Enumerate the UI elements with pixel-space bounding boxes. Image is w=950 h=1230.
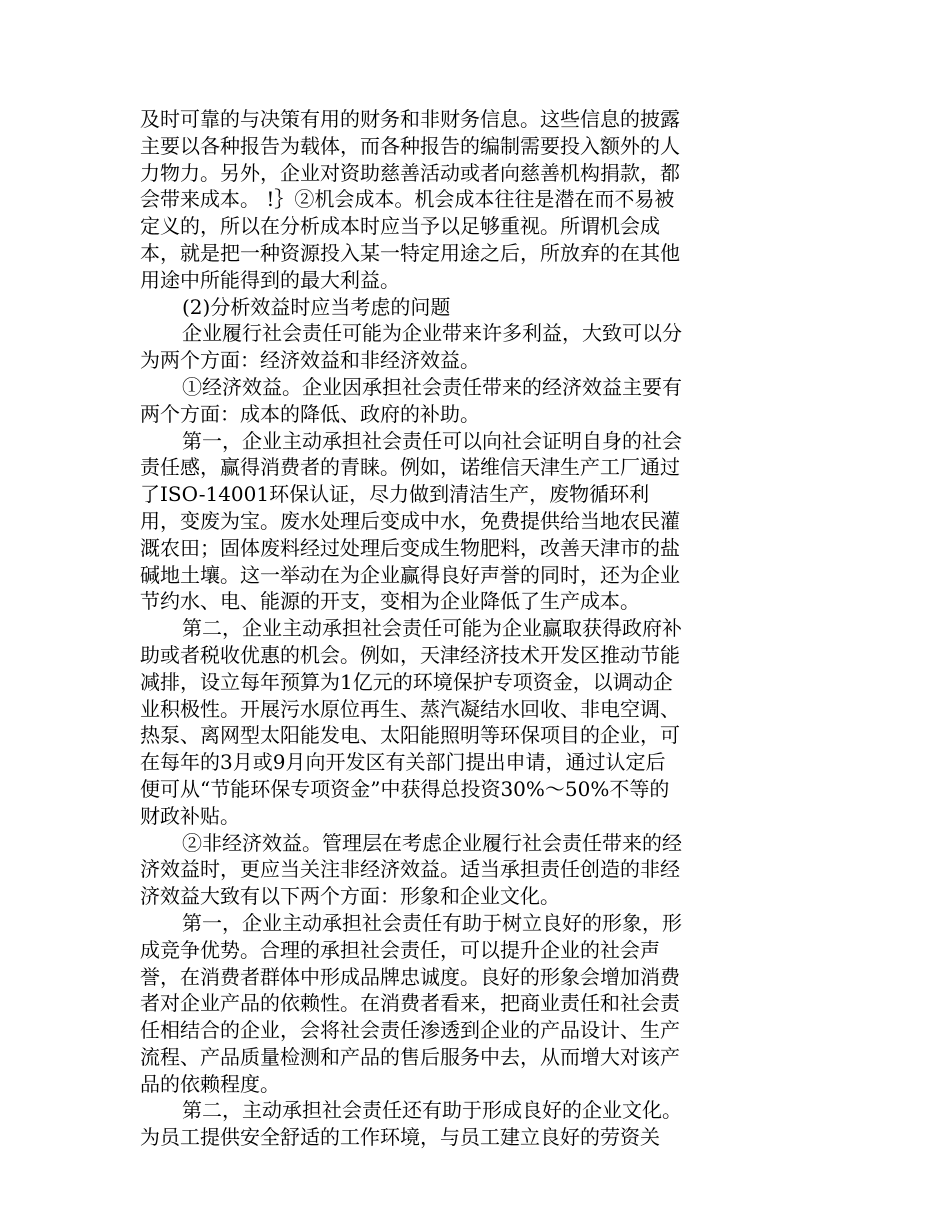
text-line: ②非经济效益。管理层在考虑企业履行社会责任带来的经 — [182, 830, 682, 855]
text-line: 力物力。另外，企业对资助慈善活动或者向慈善机构捐款，都 — [140, 160, 680, 185]
text-line: 本，就是把一种资源投入某一特定用途之后，所放弃的在其他 — [140, 240, 680, 265]
text-line: 第一，企业主动承担社会责任可以向社会证明自身的社会 — [182, 428, 682, 453]
text-line: 誉，在消费者群体中形成品牌忠诚度。良好的形象会增加消费 — [140, 964, 680, 989]
document-body — [140, 106, 730, 1151]
text-line: 济效益大致有以下两个方面：形象和企业文化。 — [140, 884, 560, 909]
text-line: 及时可靠的与决策有用的财务和非财务信息。这些信息的披露 — [140, 107, 680, 131]
text-line: 减排，设立每年预算为1亿元的环境保护专项资金，以调动企 — [140, 669, 673, 694]
document-page — [140, 106, 730, 1151]
text-line: 第二，企业主动承担社会责任可能为企业赢取获得政府补 — [182, 616, 682, 641]
text-line: 便可从“节能环保专项资金”中获得总投资30%～50%不等的 — [140, 776, 670, 801]
text-line: (2)分析效益时应当考虑的问题 — [182, 294, 451, 319]
text-line: 定义的，所以在分析成本时应当予以足够重视。所谓机会成 — [140, 214, 660, 239]
text-line: 第二，主动承担社会责任还有助于形成良好的企业文化。 — [182, 1098, 682, 1123]
text-line: 财政补贴。 — [140, 803, 240, 828]
text-line: 为两个方面：经济效益和非经济效益。 — [140, 348, 480, 373]
text-line: 了ISO-14001环保认证，尽力做到清洁生产，废物循环利 — [140, 482, 650, 507]
text-line: 会带来成本。 !｝②机会成本。机会成本往往是潜在而不易被 — [140, 187, 675, 212]
text-line: 节约水、电、能源的开支，变相为企业降低了生产成本。 — [140, 589, 640, 614]
text-line: 两个方面：成本的降低、政府的补助。 — [140, 401, 480, 426]
text-line: 企业履行社会责任可能为企业带来许多利益，大致可以分 — [182, 321, 682, 346]
text-line: 主要以各种报告为载体，而各种报告的编制需要投入额外的人 — [140, 133, 680, 158]
text-line: 第一，企业主动承担社会责任有助于树立良好的形象，形 — [182, 910, 682, 935]
text-line: 业积极性。开展污水原位再生、蒸汽凝结水回收、非电空调、 — [140, 696, 680, 721]
text-line: 助或者税收优惠的机会。例如，天津经济技术开发区推动节能 — [140, 642, 680, 667]
text-line: 热泵、离网型太阳能发电、太阳能照明等环保项目的企业，可 — [140, 723, 680, 748]
text-line: 为员工提供安全舒适的工作环境，与员工建立良好的劳资关 — [140, 1125, 660, 1150]
text-line: 溉农田；固体废料经过处理后变成生物肥料，改善天津市的盐 — [140, 535, 680, 560]
text-line: 流程、产品质量检测和产品的售后服务中去，从而增大对该产 — [140, 1044, 680, 1069]
text-line: 济效益时，更应当关注非经济效益。适当承担责任创造的非经 — [140, 857, 680, 882]
text-line: 成竞争优势。合理的承担社会责任，可以提升企业的社会声 — [140, 937, 660, 962]
text-line: 责任感，赢得消费者的青睐。例如，诺维信天津生产工厂通过 — [140, 455, 680, 480]
text-line: 在每年的3月或9月向开发区有关部门提出申请，通过认定后 — [140, 750, 666, 775]
text-line: 品的依赖程度。 — [140, 1071, 280, 1096]
text-line: 者对企业产品的依赖性。在消费者看来，把商业责任和社会责 — [140, 991, 680, 1016]
text-line: 任相结合的企业，会将社会责任渗透到企业的产品设计、生产 — [140, 1018, 680, 1043]
text-line: 碱地土壤。这一举动在为企业赢得良好声誉的同时，还为企业 — [140, 562, 680, 587]
text-line: ①经济效益。企业因承担社会责任带来的经济效益主要有 — [182, 374, 682, 399]
text-line: 用途中所能得到的最大利益。 — [140, 267, 400, 292]
text-line: 用，变废为宝。废水处理后变成中水，免费提供给当地农民灌 — [140, 508, 680, 533]
